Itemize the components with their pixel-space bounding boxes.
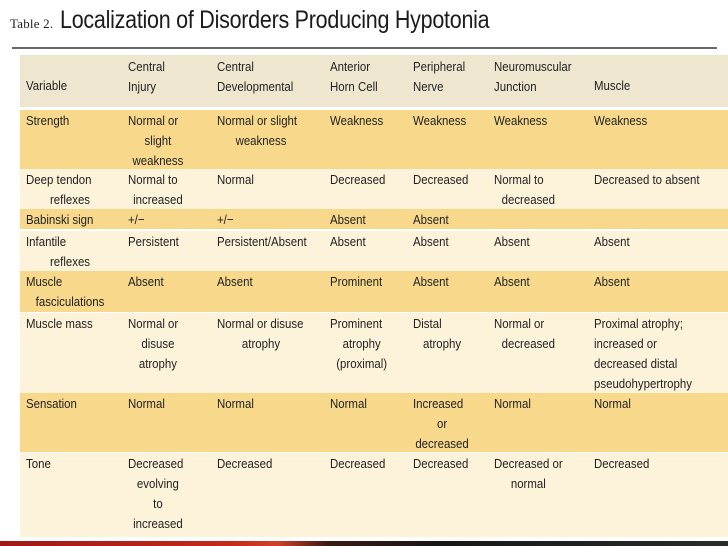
cell-line: disuse [141, 336, 175, 351]
cell-central-developmental [217, 111, 305, 151]
cell-line: Absent [330, 234, 366, 249]
cell-line: Normal [330, 396, 367, 411]
cell-anterior-horn-cell [330, 454, 393, 474]
cell-neuromuscular-junction [494, 111, 563, 131]
cell-muscle [594, 314, 708, 394]
header-variable: Variable [26, 78, 68, 93]
cell-peripheral-nerve [413, 272, 471, 292]
cell-line: Muscle [26, 274, 63, 289]
cell-anterior-horn-cell [330, 232, 393, 252]
cell-line: Normal or [128, 113, 179, 128]
cell-line: fasciculations [35, 294, 105, 309]
cell-neuromuscular-junction [494, 272, 563, 292]
cell-anterior-horn-cell [330, 394, 393, 414]
table-row [20, 110, 728, 169]
cell-central-developmental [217, 210, 305, 230]
cell-line: Weakness [330, 113, 384, 128]
cell-line: increased [133, 192, 183, 207]
header-line: Nerve [413, 79, 444, 94]
cell-central-developmental [217, 314, 305, 354]
cell-neuromuscular-junction [494, 314, 563, 354]
cell-line: Deep tendon [26, 172, 92, 187]
cell-muscle [594, 111, 708, 131]
table-row [20, 231, 728, 271]
cell-line: Normal to [128, 172, 178, 187]
cell-central-injury [128, 454, 188, 534]
cell-anterior-horn-cell [330, 314, 393, 374]
header-line: Neuromuscular [494, 59, 572, 74]
slide-footer-bar [0, 541, 728, 546]
cell-line: Decreased to absent [594, 172, 700, 187]
cell-line: Decreased [330, 456, 386, 471]
cell-peripheral-nerve [413, 314, 471, 354]
cell-line: Persistent [128, 234, 179, 249]
cell-line: Weakness [413, 113, 467, 128]
cell-central-developmental [217, 170, 305, 190]
cell-line: Decreased or [494, 456, 563, 471]
cell-muscle [594, 454, 708, 474]
cell-line: Babinski sign [26, 212, 94, 227]
cell-line: slight [144, 133, 172, 148]
cell-central-injury [128, 111, 188, 171]
table-header-row [20, 55, 728, 107]
cell-neuromuscular-junction [494, 170, 563, 210]
cell-line: (proximal) [336, 356, 388, 371]
cell-line: Persistent/Absent [217, 234, 307, 249]
cell-line: Decreased [128, 456, 184, 471]
cell-line: Infantile [26, 234, 67, 249]
cell-line: decreased [415, 436, 469, 451]
cell-variable [26, 272, 114, 312]
cell-line: Sensation [26, 396, 77, 411]
cell-central-injury [128, 170, 188, 210]
cell-variable [26, 210, 114, 230]
cell-line: Proximal atrophy; [594, 316, 684, 331]
cell-anterior-horn-cell [330, 210, 393, 230]
table-row [20, 313, 728, 394]
cell-line: Tone [26, 456, 51, 471]
cell-line: Normal to [494, 172, 544, 187]
cell-central-injury [128, 314, 188, 374]
cell-central-injury [128, 210, 188, 230]
table-row [20, 209, 728, 229]
cell-line: Weakness [594, 113, 648, 128]
cell-variable [26, 314, 114, 334]
cell-muscle [594, 272, 708, 292]
cell-line: Absent [594, 234, 630, 249]
cell-line: Absent [413, 234, 449, 249]
cell-line: or [436, 416, 448, 431]
cell-central-injury [128, 232, 188, 252]
header-central-developmental [217, 57, 305, 97]
cell-line: Absent [494, 234, 530, 249]
cell-peripheral-nerve [413, 394, 471, 454]
cell-line: Decreased [413, 456, 469, 471]
cell-line: Normal [217, 396, 254, 411]
cell-line: decreased distal [594, 356, 678, 371]
cell-line: Normal or disuse [217, 316, 304, 331]
table-row [20, 271, 728, 312]
cell-central-developmental [217, 232, 305, 252]
cell-central-developmental [217, 272, 305, 292]
cell-line: atrophy [138, 356, 178, 371]
header-line: Developmental [217, 79, 294, 94]
cell-neuromuscular-junction [494, 232, 563, 252]
cell-line: Absent [494, 274, 530, 289]
cell-line: Absent [413, 274, 449, 289]
cell-line: increased or [594, 336, 657, 351]
title-rule [12, 47, 717, 49]
cell-peripheral-nerve [413, 111, 471, 131]
cell-line: Absent [330, 212, 366, 227]
cell-neuromuscular-junction [494, 454, 563, 494]
cell-central-injury [128, 394, 188, 414]
cell-line: Normal [494, 396, 531, 411]
cell-line: Increased [413, 396, 464, 411]
cell-variable [26, 394, 114, 414]
cell-line: Absent [594, 274, 630, 289]
cell-line: Normal or [128, 316, 179, 331]
table-title: Localization of Disorders Producing Hypotonia [60, 6, 490, 34]
cell-line: reflexes [49, 254, 91, 269]
cell-line: Prominent [330, 316, 383, 331]
cell-line: Normal or slight [217, 113, 298, 128]
cell-line: Weakness [494, 113, 548, 128]
cell-line: to [153, 496, 163, 511]
header-central-injury [128, 57, 188, 97]
header-line: Central [217, 59, 254, 74]
header-anterior-horn-cell [330, 57, 393, 97]
cell-line: Strength [26, 113, 70, 128]
cell-variable [26, 454, 114, 474]
cell-line: Normal [128, 396, 165, 411]
table-row [20, 453, 728, 537]
cell-line: +/− [128, 212, 145, 227]
cell-line: Decreased [330, 172, 386, 187]
cell-anterior-horn-cell [330, 170, 393, 190]
cell-line: +/− [217, 212, 234, 227]
cell-muscle [594, 394, 708, 414]
cell-line: decreased [501, 336, 556, 351]
header-line: Injury [128, 79, 156, 94]
header-line: Junction [494, 79, 537, 94]
cell-line: reflexes [49, 192, 91, 207]
cell-central-developmental [217, 394, 305, 414]
cell-line: Muscle mass [26, 316, 93, 331]
cell-peripheral-nerve [413, 170, 471, 190]
cell-line: Normal or [494, 316, 545, 331]
cell-central-developmental [217, 454, 305, 474]
cell-variable [26, 170, 114, 210]
cell-line: Absent [128, 274, 164, 289]
cell-line: increased [133, 516, 183, 531]
cell-line: Distal [413, 316, 442, 331]
header-line: Anterior [330, 59, 371, 74]
header-neuromuscular-junction [494, 57, 572, 97]
cell-central-injury [128, 272, 188, 292]
cell-line: pseudohypertrophy [594, 376, 692, 391]
cell-line: Decreased [413, 172, 469, 187]
table-title-bar [10, 6, 560, 44]
table-number: Table 2. [10, 16, 54, 31]
table-row [20, 169, 728, 209]
cell-muscle [594, 232, 708, 252]
cell-neuromuscular-junction [494, 394, 563, 414]
header-peripheral-nerve [413, 57, 471, 97]
header-line: Peripheral [413, 59, 466, 74]
cell-line: weakness [235, 133, 287, 148]
header-line: Central [128, 59, 165, 74]
cell-line: weakness [132, 153, 184, 168]
cell-peripheral-nerve [413, 210, 471, 230]
hypotonia-table [20, 51, 728, 538]
cell-anterior-horn-cell [330, 272, 393, 292]
cell-peripheral-nerve [413, 232, 471, 252]
cell-line: Absent [413, 212, 449, 227]
cell-line: evolving [136, 476, 179, 491]
cell-line: decreased [501, 192, 556, 207]
cell-line: atrophy [342, 336, 381, 351]
cell-line: Normal [594, 396, 631, 411]
table-row [20, 393, 728, 452]
header-muscle: Muscle [594, 78, 631, 93]
cell-line: normal [510, 476, 546, 491]
header-line: Horn Cell [330, 79, 378, 94]
cell-anterior-horn-cell [330, 111, 393, 131]
cell-line: Decreased [594, 456, 650, 471]
cell-line: Decreased [217, 456, 273, 471]
cell-muscle [594, 170, 708, 190]
cell-line: atrophy [422, 336, 462, 351]
cell-peripheral-nerve [413, 454, 471, 474]
cell-line: Prominent [330, 274, 383, 289]
cell-variable [26, 111, 114, 131]
cell-variable [26, 232, 114, 272]
cell-line: atrophy [241, 336, 281, 351]
cell-line: Normal [217, 172, 254, 187]
cell-line: Absent [217, 274, 253, 289]
